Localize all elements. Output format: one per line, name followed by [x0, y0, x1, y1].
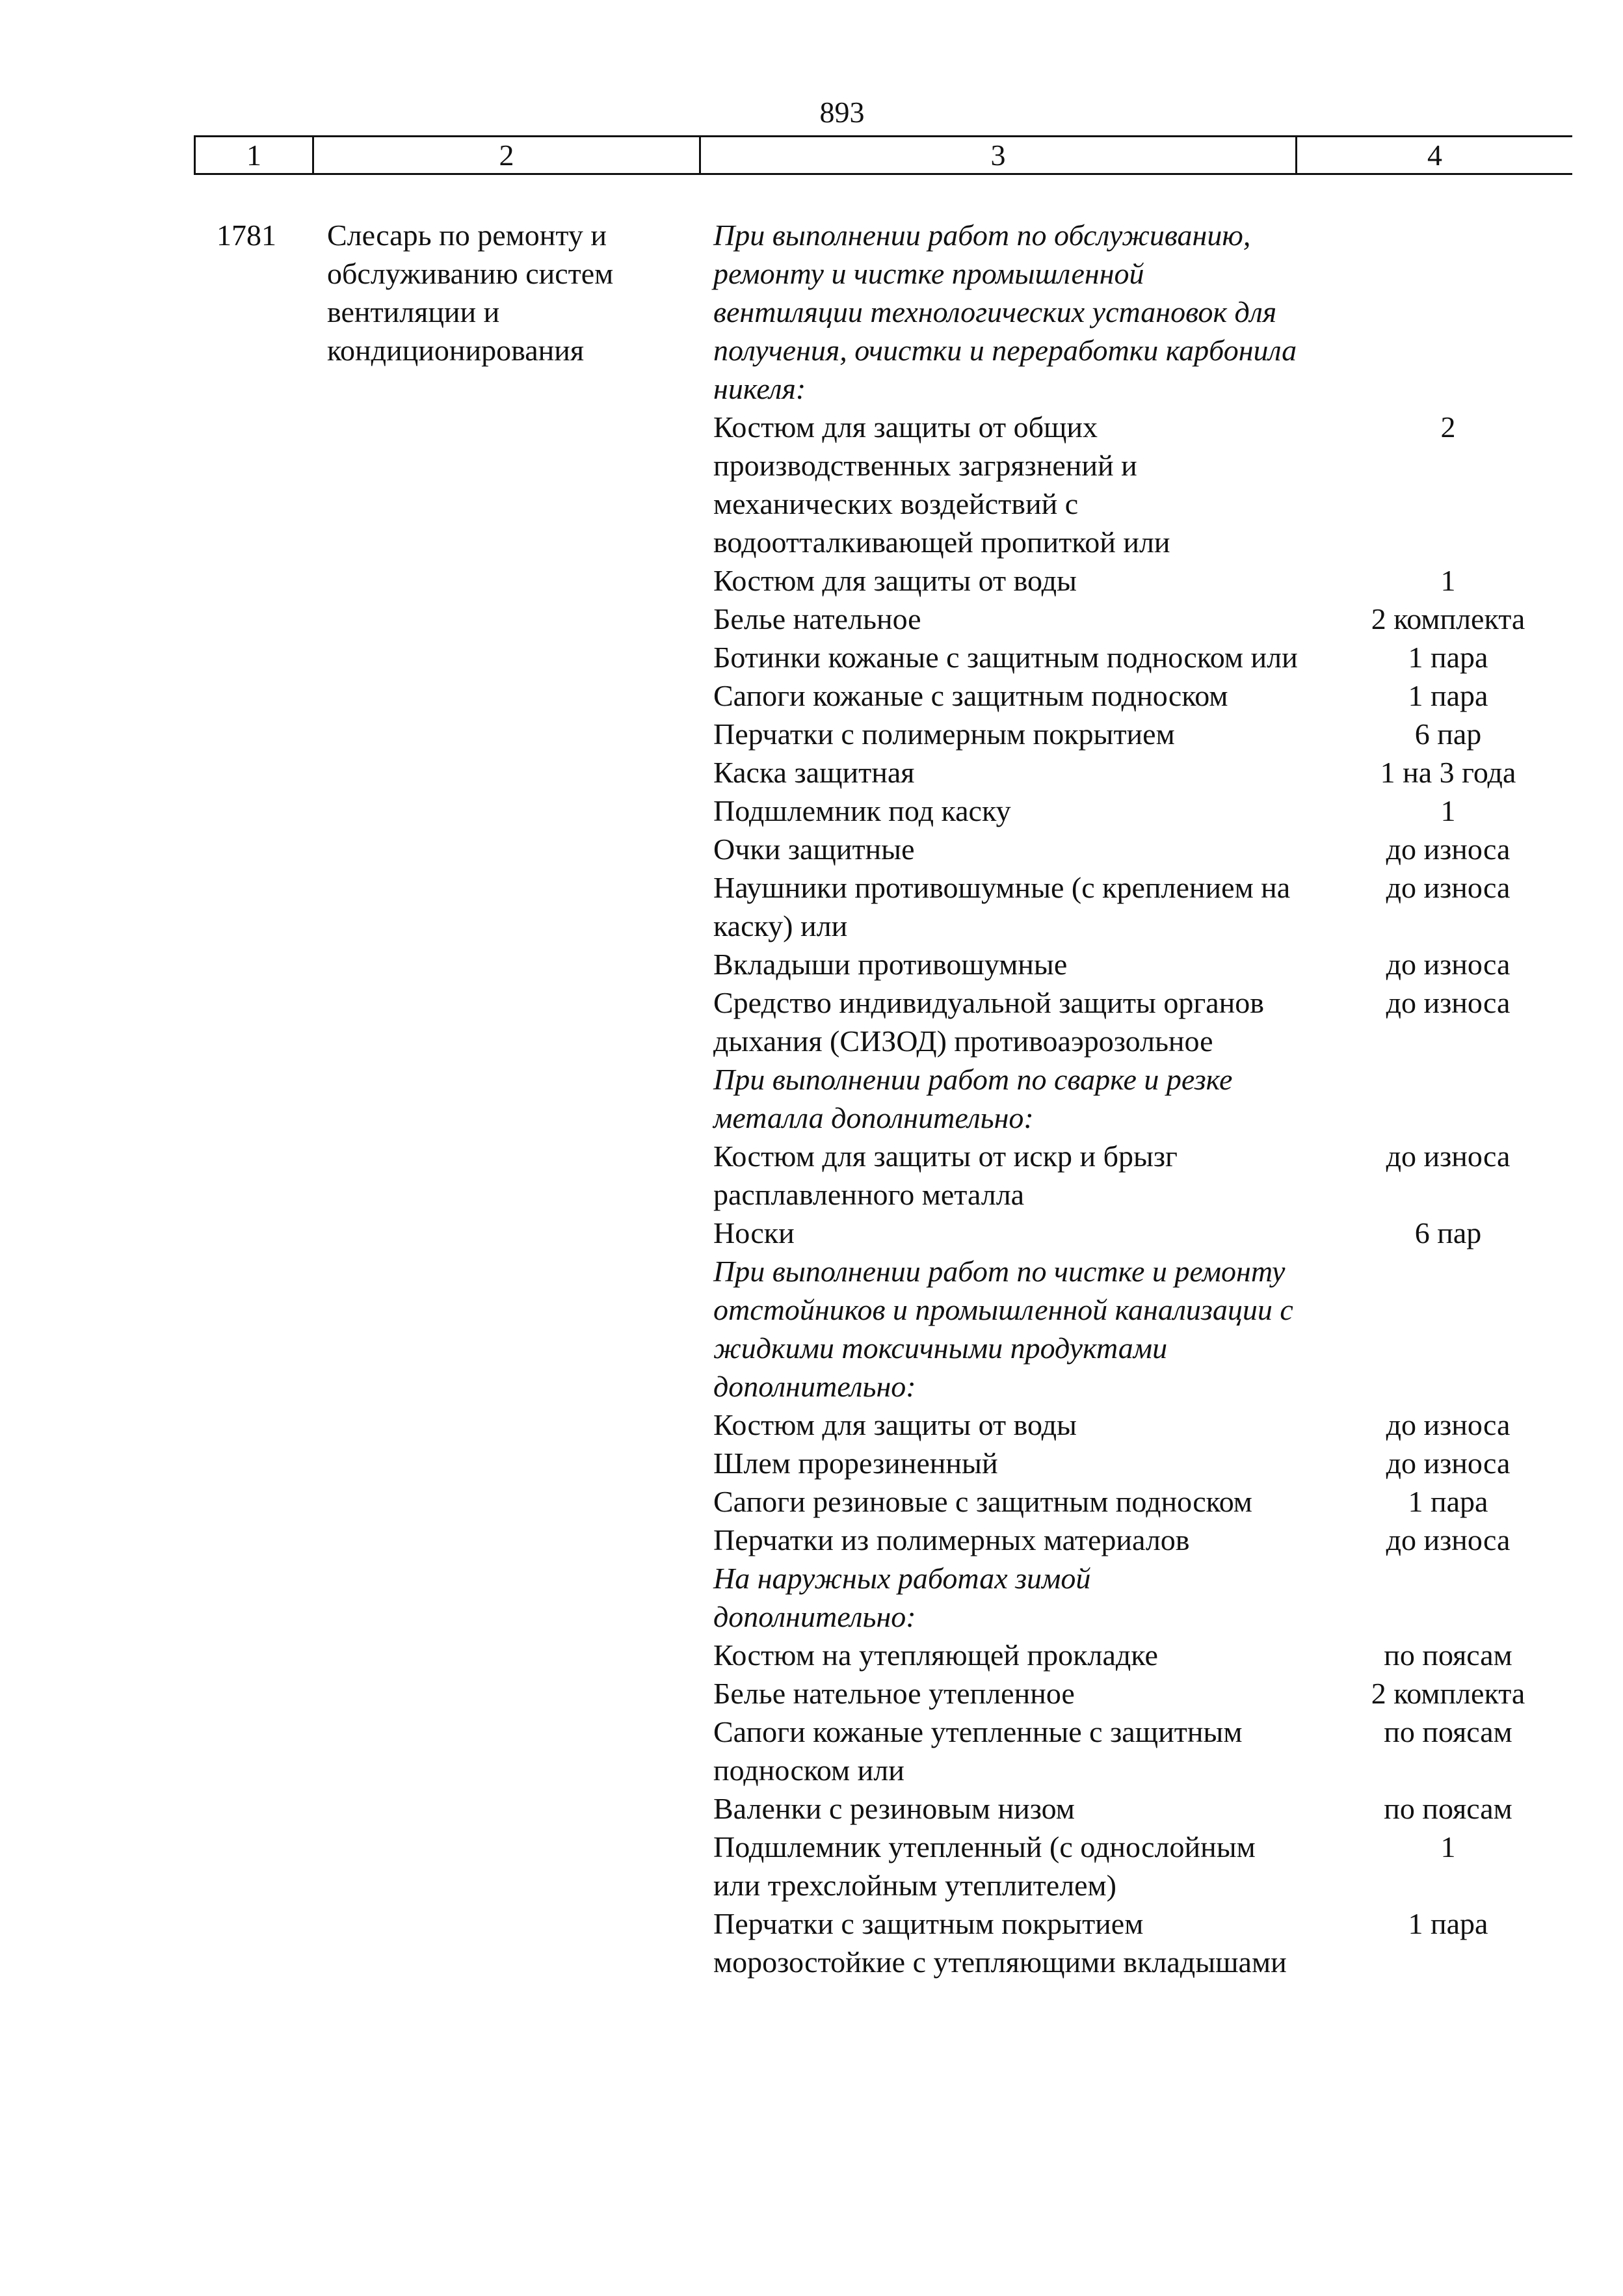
ppe-item-row	[713, 753, 1578, 792]
entry-number: 1781	[217, 219, 276, 252]
ppe-item-row	[713, 600, 1578, 638]
ppe-item-name: Костюм для защиты от искр и брызг расплавленного металла	[713, 1140, 1178, 1211]
ppe-item-norm: по поясам	[1384, 1715, 1512, 1748]
ppe-item-norm: 1 на 3 года	[1380, 756, 1516, 789]
ppe-item-name: Подшлемник под каску	[713, 794, 1011, 827]
ppe-item-norm: до износа	[1386, 1523, 1511, 1556]
ppe-item-norm: до износа	[1386, 1447, 1511, 1480]
ppe-item-row	[713, 715, 1578, 753]
section-heading	[713, 216, 1578, 408]
ppe-item-row	[713, 1828, 1578, 1904]
section-heading	[713, 1060, 1578, 1137]
profession-title: Слесарь по ремонту и обслуживанию систем вентиляции и кондиционирования	[327, 219, 614, 367]
column-header-3: 3	[701, 137, 1297, 173]
ppe-item-name: Сапоги кожаные с защитным подноском	[713, 679, 1228, 712]
ppe-item-name: Шлем прорезиненный	[713, 1447, 998, 1480]
column-header-4: 4	[1427, 139, 1442, 172]
ppe-item-name: Перчатки с защитным покрытием морозостойкие с утепляющими вкладышами	[713, 1907, 1287, 1979]
ppe-item-name: Валенки с резиновым низом	[713, 1792, 1075, 1825]
section-heading	[713, 1559, 1578, 1636]
ppe-item-row	[713, 1137, 1578, 1214]
column-header-1: 1	[194, 137, 314, 173]
ppe-item-row	[713, 1674, 1578, 1713]
ppe-item-row	[713, 1636, 1578, 1674]
ppe-item-norm: 6 пар	[1414, 717, 1482, 751]
ppe-item-row	[713, 1406, 1578, 1444]
ppe-item-norm: 1	[1440, 794, 1456, 827]
ppe-item-norm: до износа	[1386, 1140, 1511, 1173]
column-header-row	[194, 135, 1572, 175]
ppe-item-row	[713, 408, 1578, 561]
ppe-item-name: Костюм для защиты от воды	[713, 564, 1077, 597]
ppe-item-row	[713, 1482, 1578, 1521]
ppe-item-norm: по поясам	[1384, 1792, 1512, 1825]
section-heading-text: При выполнении работ по чистке и ремонту отстойников и промышленной канализации с жидкими токсичными продуктами дополнительно:	[713, 1255, 1293, 1403]
ppe-item-name: Перчатки с полимерным покрытием	[713, 717, 1175, 751]
ppe-item-row	[713, 868, 1578, 945]
ppe-item-name: Костюм для защиты от воды	[713, 1408, 1077, 1441]
ppe-item-row	[713, 1904, 1578, 1981]
ppe-item-row	[713, 1521, 1578, 1559]
ppe-item-norm: 2 комплекта	[1371, 602, 1525, 635]
ppe-item-norm: 1 пара	[1408, 1485, 1488, 1518]
ppe-item-name: Вкладыши противошумные	[713, 948, 1068, 981]
ppe-item-name: Сапоги кожаные утепленные с защитным подноском или	[713, 1715, 1243, 1787]
ppe-item-norm: 1	[1440, 564, 1456, 597]
section-heading-text: На наружных работах зимой дополнительно:	[713, 1562, 1091, 1633]
ppe-item-norm: до износа	[1386, 1408, 1511, 1441]
ppe-item-row	[713, 1214, 1578, 1252]
ppe-item-list	[713, 216, 1578, 1981]
ppe-item-row	[713, 945, 1578, 983]
ppe-item-norm: по поясам	[1384, 1638, 1512, 1672]
ppe-item-norm: до износа	[1386, 833, 1511, 866]
page-number: 893	[819, 96, 865, 129]
ppe-item-norm: 6 пар	[1414, 1216, 1482, 1249]
column-header-2: 2	[314, 137, 701, 173]
ppe-item-norm: 2	[1440, 410, 1456, 444]
ppe-item-name: Средство индивидуальной защиты органов дыхания (СИЗОД) противоаэрозольное	[713, 986, 1264, 1058]
ppe-item-row	[713, 561, 1578, 600]
ppe-item-name: Подшлемник утепленный (с однослойным или трехслойным утеплителем)	[713, 1830, 1256, 1902]
ppe-item-row	[713, 676, 1578, 715]
ppe-item-name: Белье нательное утепленное	[713, 1677, 1075, 1710]
section-heading-text: При выполнении работ по сварке и резке металла дополнительно:	[713, 1063, 1233, 1134]
ppe-item-norm: 1 пара	[1408, 1907, 1488, 1940]
ppe-item-name: Белье нательное	[713, 602, 921, 635]
ppe-item-norm	[1299, 1060, 1578, 1137]
section-heading	[713, 1252, 1578, 1406]
ppe-item-norm	[1299, 216, 1578, 408]
ppe-item-name: Костюм для защиты от общих производственных загрязнений и механических воздействий с водоотталкивающей пропиткой или	[713, 410, 1170, 559]
ppe-item-norm: 1 пара	[1408, 679, 1488, 712]
ppe-item-norm: до износа	[1386, 871, 1511, 904]
ppe-item-name: Каска защитная	[713, 756, 915, 789]
ppe-item-norm: 1 пара	[1408, 641, 1488, 674]
ppe-item-row	[713, 1713, 1578, 1789]
ppe-item-row	[713, 1444, 1578, 1482]
ppe-item-norm	[1299, 1559, 1578, 1636]
ppe-item-name: Наушники противошумные (с креплением на каску) или	[713, 871, 1291, 942]
section-heading-text: При выполнении работ по обслуживанию, ремонту и чистке промышленной вентиляции технологических установок для получения, очистки и переработки карбонила никеля:	[713, 219, 1297, 405]
ppe-item-row	[713, 638, 1578, 676]
ppe-item-norm: 1	[1440, 1830, 1456, 1863]
ppe-item-name: Сапоги резиновые с защитным подноском	[713, 1485, 1252, 1518]
ppe-item-name: Очки защитные	[713, 833, 915, 866]
ppe-item-norm: до износа	[1386, 948, 1511, 981]
ppe-item-name: Перчатки из полимерных материалов	[713, 1523, 1190, 1556]
ppe-item-norm	[1299, 1252, 1578, 1406]
ppe-item-row	[713, 792, 1578, 830]
ppe-item-name: Костюм на утепляющей прокладке	[713, 1638, 1158, 1672]
ppe-item-row	[713, 1789, 1578, 1828]
ppe-item-name: Ботинки кожаные с защитным подноском или	[713, 641, 1298, 674]
ppe-item-row	[713, 830, 1578, 868]
ppe-item-name: Носки	[713, 1216, 795, 1249]
ppe-item-norm: до износа	[1386, 986, 1511, 1019]
ppe-item-row	[713, 983, 1578, 1060]
ppe-item-norm: 2 комплекта	[1371, 1677, 1525, 1710]
